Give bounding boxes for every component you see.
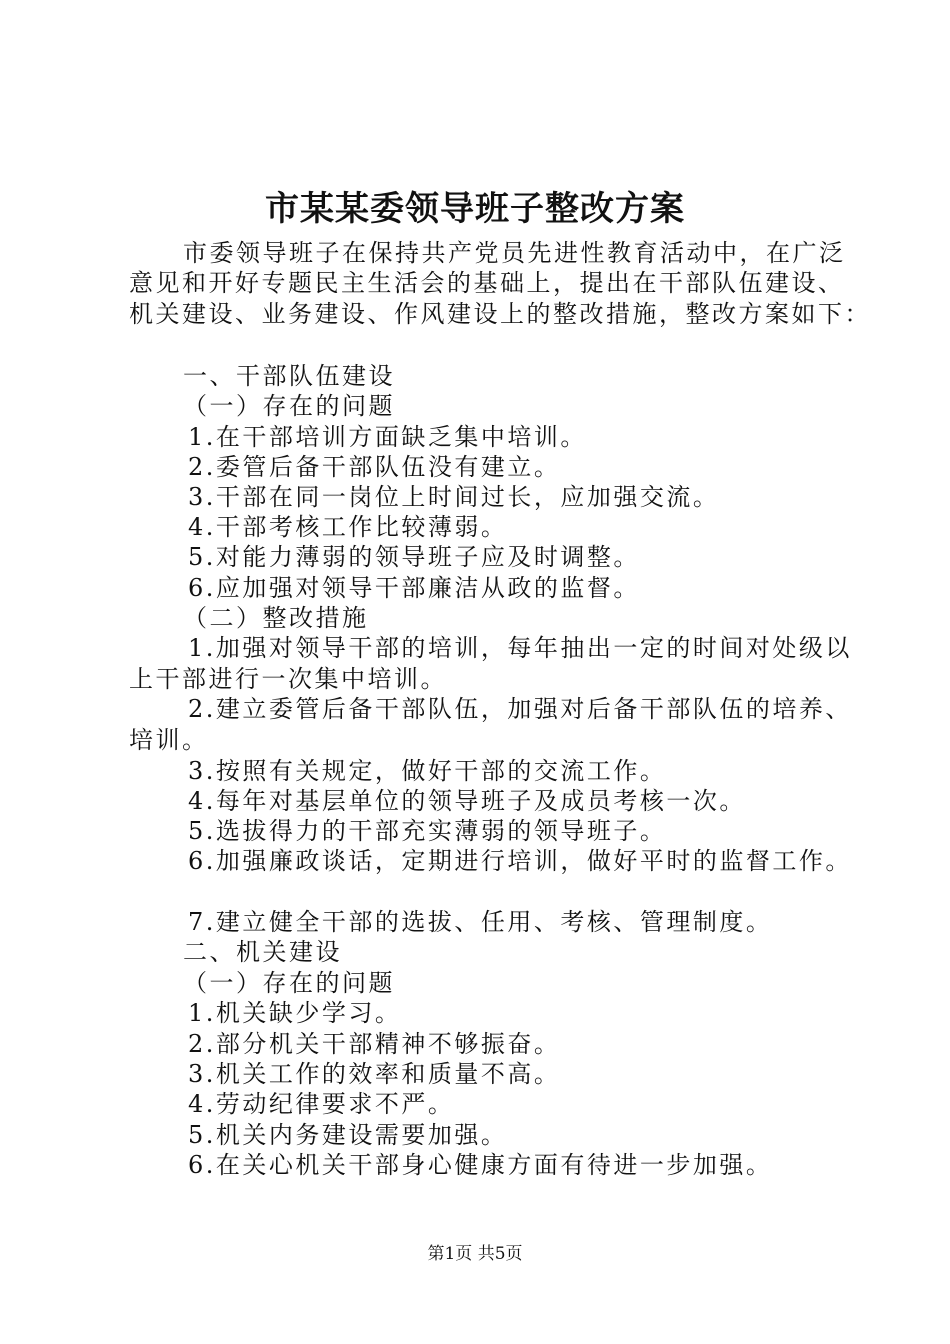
list-item: 5.对能力薄弱的领导班子应及时调整。 [188, 543, 640, 571]
list-item: 7.建立健全干部的选拔、任用、考核、管理制度。 [188, 908, 773, 936]
list-item: 1.在干部培训方面缺乏集中培训。 [188, 423, 587, 451]
page-footer: 第1页 共5页 [427, 1244, 523, 1264]
list-item: 4.劳动纪律要求不严。 [188, 1090, 455, 1118]
list-item: 5.选拔得力的干部充实薄弱的领导班子。 [188, 817, 667, 845]
list-item: 6.应加强对领导干部廉洁从政的监督。 [188, 574, 640, 602]
list-item: 6.加强廉政谈话，定期进行培训，做好平时的监督工作。 [188, 847, 852, 875]
list-item: 2.建立委管后备干部队伍，加强对后备干部队伍的培养、 [188, 695, 852, 723]
list-item: 6.在关心机关干部身心健康方面有待进一步加强。 [188, 1151, 773, 1179]
list-item: 2.委管后备干部队伍没有建立。 [188, 453, 561, 481]
list-item: 3.机关工作的效率和质量不高。 [188, 1060, 561, 1088]
list-item: 4.每年对基层单位的领导班子及成员考核一次。 [188, 787, 746, 815]
section-heading: 一、干部队伍建设 [183, 362, 395, 390]
list-item: 1.机关缺少学习。 [188, 999, 402, 1027]
list-item: 3.按照有关规定，做好干部的交流工作。 [188, 757, 667, 785]
subsection-heading: （一）存在的问题 [183, 392, 395, 420]
document-title: 市某某委领导班子整改方案 [265, 189, 685, 229]
list-item: 5.机关内务建设需要加强。 [188, 1121, 508, 1149]
list-item: 2.部分机关干部精神不够振奋。 [188, 1030, 561, 1058]
section-heading: 二、机关建设 [183, 938, 342, 966]
subsection-heading: （二）整改措施 [183, 604, 369, 632]
list-item: 1.加强对领导干部的培训，每年抽出一定的时间对处级以 [188, 634, 852, 662]
list-item: 4.干部考核工作比较薄弱。 [188, 513, 508, 541]
intro-line: 意见和开好专题民主生活会的基础上，提出在干部队伍建设、 [129, 269, 845, 297]
list-item-continuation: 培训。 [129, 726, 209, 754]
subsection-heading: （一）存在的问题 [183, 969, 395, 997]
intro-line: 市委领导班子在保持共产党员先进性教育活动中，在广泛 [183, 239, 846, 267]
list-item: 3.干部在同一岗位上时间过长，应加强交流。 [188, 483, 720, 511]
intro-line: 机关建设、业务建设、作风建设上的整改措施，整改方案如下： [129, 300, 871, 328]
list-item-continuation: 上干部进行一次集中培训。 [129, 665, 447, 693]
